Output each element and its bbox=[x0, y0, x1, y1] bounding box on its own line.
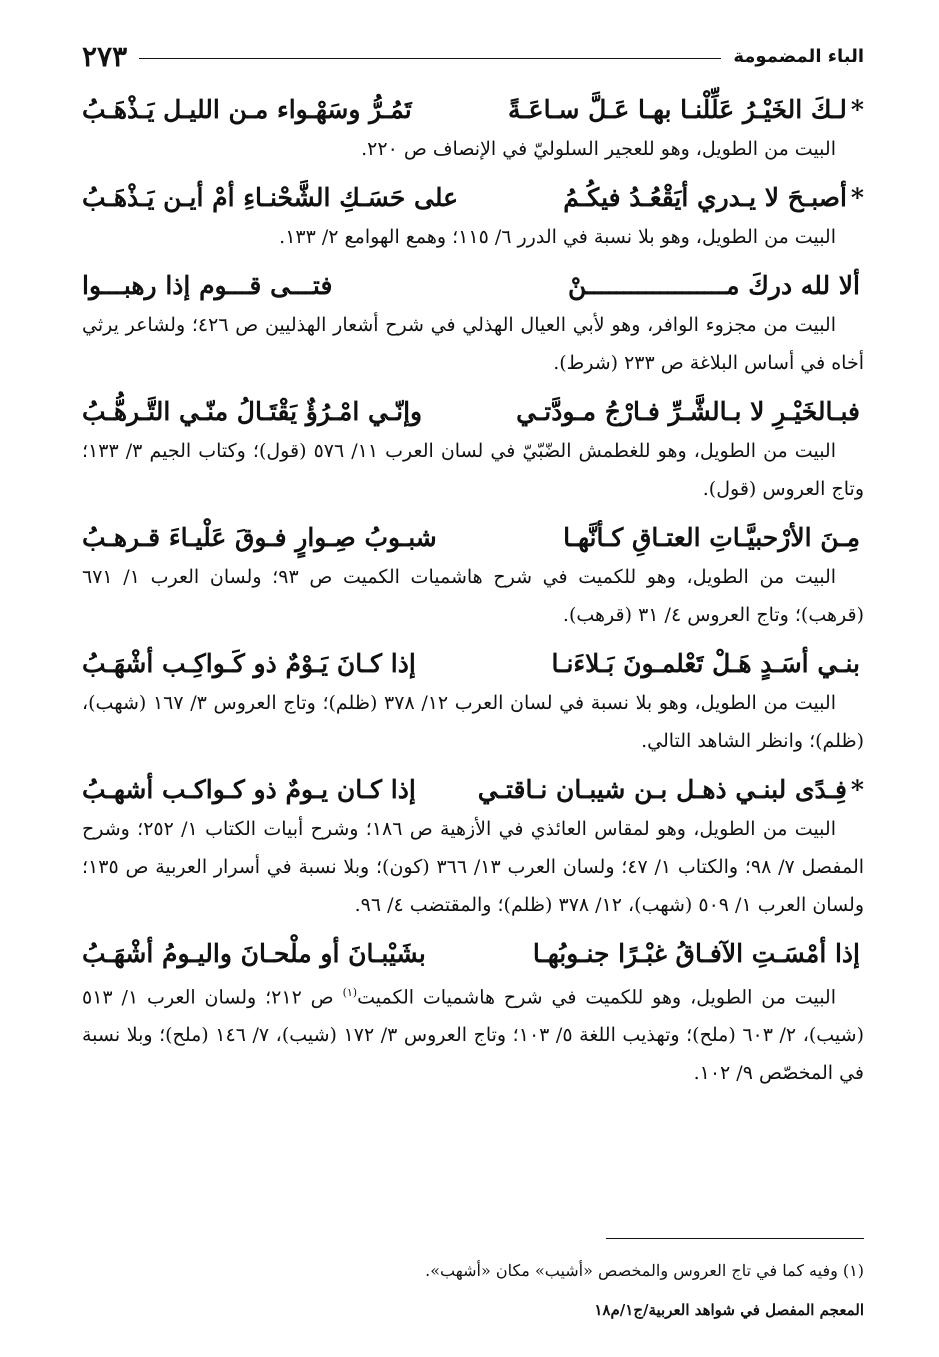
verse-first-hemistich bbox=[478, 770, 864, 810]
page-footer-signature: المعجم المفصل في شواهد العربية/ج١/م١٨ bbox=[594, 1301, 864, 1319]
verse-first-text: أصبـحَ لا يـدري أيَقْعُـدُ فيكُـمُ bbox=[563, 183, 847, 212]
footnote: (١) وفيه كما في تاج العروس والمخصص «أشيب» مكان «أشهب». bbox=[425, 1261, 864, 1280]
entries-list bbox=[82, 90, 864, 1092]
chapter-title: الباء المضمومة bbox=[733, 45, 864, 67]
verse-marker: * bbox=[850, 95, 864, 124]
verse-marker: * bbox=[850, 775, 864, 804]
entry bbox=[82, 90, 864, 168]
verse-line bbox=[82, 178, 864, 218]
verse-second-hemistich: إذا كـان يـومٌ ذو كـواكـب أشهـبُ bbox=[82, 775, 416, 804]
verse-second-hemistich: على حَسَـكِ الشَّحْنـاءِ أمْ أيـن يَـذْهَـبُ bbox=[82, 183, 459, 212]
verse-second-hemistich: وإنّـي امْـرُؤٌ يَقْتَـالُ منّـي التَّـرهُّـبُ bbox=[82, 397, 423, 426]
verse-second-hemistich: تَمُـرُّ وسَهْـواء مـن الليـل يَـذْهَـبُ bbox=[82, 95, 412, 124]
verse-first-hemistich bbox=[533, 934, 864, 974]
footnote-reference[interactable]: (١) bbox=[342, 986, 358, 999]
verse-line bbox=[82, 934, 864, 974]
verse-first-text: لـكَ الخَيْـرُ عَلِّلْنـا بهـا عَـلَّ سـاعَـةً bbox=[507, 95, 847, 124]
verse-commentary: البيت من الطويل، وهو بلا نسبة في لسان العرب ١٢/ ٣٧٨ (ظلم)؛ وتاج العروس ٣/ ١٦٧ (شهب)، (ظلم)؛ وانظر الشاهد التالي. bbox=[82, 692, 864, 752]
entry bbox=[82, 178, 864, 256]
entry bbox=[82, 770, 864, 924]
verse-line bbox=[82, 266, 864, 306]
verse-second-hemistich: إذا كـانَ يَـوْمٌ ذو كَـواكِـب أشْهَـبُ bbox=[82, 649, 416, 678]
verse-commentary: البيت من مجزوء الوافر، وهو لأبي العيال الهذلي في شرح أشعار الهذليين ص ٤٢٦؛ ولشاعر يرثي أخاه في أساس البلاغة ص ٢٣٣ (شرط). bbox=[82, 314, 864, 374]
commentary-text-after-note: ص ٢١٢؛ ولسان العرب ١/ ٥١٣ (شيب)، ٢/ ٦٠٣ (ملح)؛ وتهذيب اللغة ٥/ ١٠٣؛ وتاج العروس ٣/ ١٧٢ (شيب)، ٧/ ١٤٦ (ملح)؛ وبلا نسبة في المخصّص ٩/ ١٠٢. bbox=[82, 986, 864, 1085]
verse-first-hemistich bbox=[552, 644, 864, 684]
verse-second-hemistich: فتـــى قـــوم إذا رهبـــوا bbox=[82, 271, 333, 300]
verse-second-hemistich: بشَيْبـانَ أو ملْحـانَ واليـومُ أشْهَـبُ bbox=[82, 939, 426, 968]
verse-first-hemistich bbox=[516, 392, 864, 432]
commentary-text-before-note: البيت من الطويل، وهو للكميت في شرح هاشميات الكميت bbox=[357, 986, 836, 1009]
verse-marker: * bbox=[850, 183, 864, 212]
page-number: ٢٧٣ bbox=[82, 39, 128, 73]
header-rule bbox=[139, 58, 721, 59]
verse-first-hemistich bbox=[508, 90, 864, 130]
running-header bbox=[82, 38, 864, 74]
verse-commentary: البيت من الطويل، وهو للغطمش الضّبّيّ في لسان العرب ١١/ ٥٧٦ (قول)؛ وكتاب الجيم ٣/ ١٣٣؛ وتاج العروس (قول). bbox=[82, 440, 864, 500]
verse-commentary bbox=[82, 974, 864, 1092]
verse-commentary: البيت من الطويل، وهو للعجير السلوليّ في الإنصاف ص ٢٢٠. bbox=[361, 138, 836, 160]
verse-first-hemistich bbox=[568, 266, 864, 306]
verse-commentary: البيت من الطويل، وهو للكميت في شرح هاشميات الكميت ص ٩٣؛ ولسان العرب ١/ ٦٧١ (قرهب)؛ وتاج العروس ٤/ ٣١ (قرهب). bbox=[82, 566, 864, 626]
verse-commentary: البيت من الطويل، وهو لمقاس العائذي في الأزهية ص ١٨٦؛ وشرح أبيات الكتاب ١/ ٢٥٢؛ وشرح المفصل ٧/ ٩٨؛ والكتاب ١/ ٤٧؛ ولسان العرب ١٣/ ٣٦٦ (كون)؛ وبلا نسبة في أسرار العربية ص ١٣٥؛ ولسان العرب ١/ ٥٠٩ (شهب)، ١٢/ ٣٧٨ (ظلم)؛ والمقتضب ٤/ ٩٦. bbox=[82, 818, 865, 916]
entry bbox=[82, 644, 864, 760]
book-page bbox=[82, 38, 864, 1328]
verse-first-hemistich bbox=[563, 518, 864, 558]
verse-first-text: إذا أمْسَـتِ الآفـاقُ غبْـرًا جنـوبُهـا bbox=[532, 939, 860, 968]
verse-first-text: فِـدًى لبنـي ذهـل بـن شيبـان نـاقتـي bbox=[477, 775, 847, 804]
verse-first-text: فبـالخَيْـرِ لا بـالشَّـرِّ فـارْجُ مـودَّتـي bbox=[516, 397, 860, 426]
verse-line bbox=[82, 644, 864, 684]
footnote-rule bbox=[606, 1238, 864, 1239]
entry bbox=[82, 266, 864, 382]
entry bbox=[82, 518, 864, 634]
entry bbox=[82, 934, 864, 1092]
verse-first-text: ألا لله دركَ مـــــــــــــــــــنْ bbox=[567, 271, 860, 300]
entry bbox=[82, 392, 864, 508]
verse-line bbox=[82, 518, 864, 558]
verse-commentary: البيت من الطويل، وهو بلا نسبة في الدرر ٦/ ١١٥؛ وهمع الهوامع ٢/ ١٣٣. bbox=[279, 226, 836, 248]
verse-first-text: مِـنَ الأرْحبيَّـاتِ العتـاقِ كـأنَّهـا bbox=[563, 523, 860, 552]
verse-second-hemistich: شبـوبُ صِـوارٍ فـوقَ عَلْيـاءَ قـرهـبُ bbox=[82, 523, 437, 552]
verse-first-text: بنـي أسَـدٍ هَـلْ تَعْلمـونَ بَـلاءَنـا bbox=[551, 649, 860, 678]
verse-line bbox=[82, 770, 864, 810]
verse-line bbox=[82, 392, 864, 432]
verse-first-hemistich bbox=[563, 178, 864, 218]
verse-line bbox=[82, 90, 864, 130]
